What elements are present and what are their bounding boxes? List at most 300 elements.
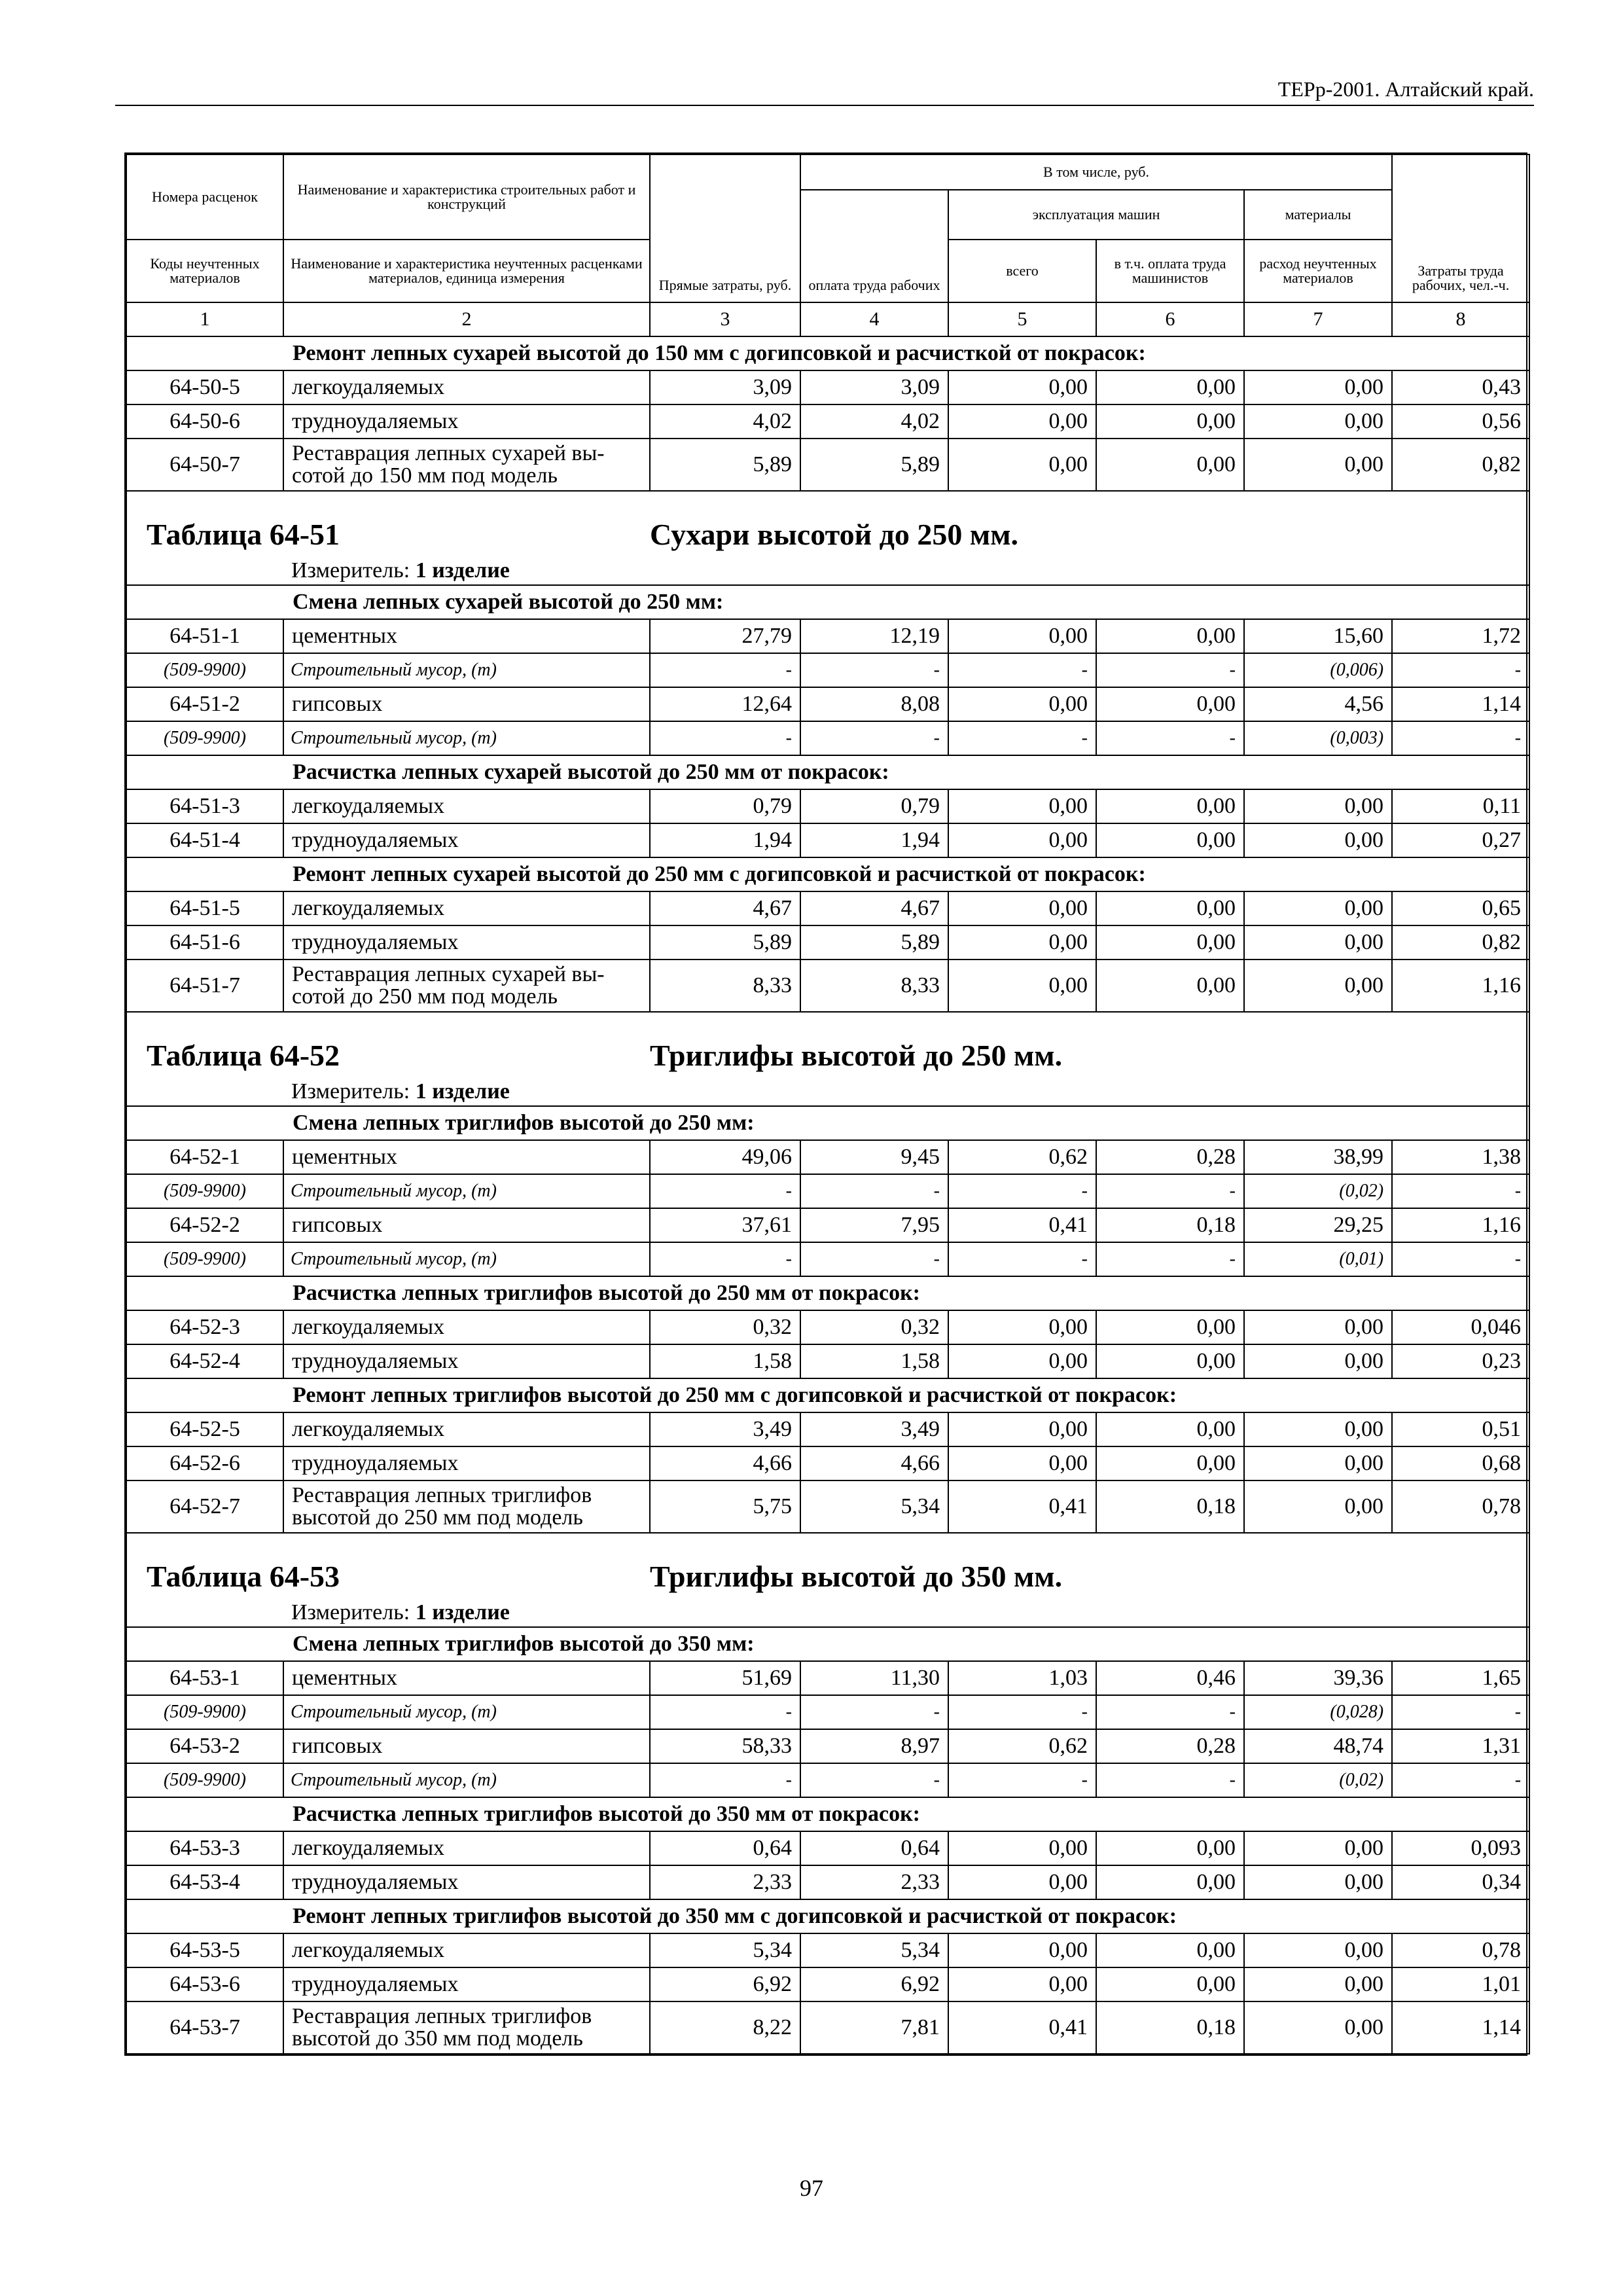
machines-total: 0,41 xyxy=(948,1208,1096,1242)
table-row xyxy=(126,619,1529,653)
material-row xyxy=(126,1242,1529,1276)
rate-code: 64-51-1 xyxy=(126,619,283,653)
machinist-pay: - xyxy=(1096,653,1244,687)
machines-total: 0,00 xyxy=(948,619,1096,653)
material-row xyxy=(126,1174,1529,1208)
direct-cost: - xyxy=(650,1242,800,1276)
rate-name: трудноудаляемых xyxy=(283,823,650,857)
labor-pay: 8,08 xyxy=(800,687,948,721)
labor-pay: - xyxy=(800,721,948,755)
table-row xyxy=(126,1208,1529,1242)
table-title-row xyxy=(126,1012,1529,1072)
rate-name: легкоудаляемых xyxy=(283,370,650,404)
machines-total: - xyxy=(948,1695,1096,1729)
labor-pay: 11,30 xyxy=(800,1661,948,1695)
direct-cost: - xyxy=(650,653,800,687)
material-code: (509-9900) xyxy=(126,1174,283,1208)
materials-cost: (0,02) xyxy=(1244,1174,1392,1208)
table-row xyxy=(126,404,1529,439)
section-title: Ремонт лепных триглифов высотой до 350 мм с догипсовкой и расчисткой от покрасок: xyxy=(283,1899,1529,1933)
rate-name: Реставрация лепных сухарей вы-сотой до 250 мм под модель xyxy=(283,960,650,1012)
labor-hours: 0,82 xyxy=(1392,925,1529,960)
direct-cost: 37,61 xyxy=(650,1208,800,1242)
machines-total: 0,00 xyxy=(948,823,1096,857)
header-machines-total: всего xyxy=(948,240,1096,302)
materials-cost: (0,028) xyxy=(1244,1695,1392,1729)
material-row xyxy=(126,653,1529,687)
materials-cost: 48,74 xyxy=(1244,1729,1392,1763)
rate-name: трудноудаляемых xyxy=(283,1865,650,1899)
table-title-row xyxy=(126,491,1529,551)
rate-name: легкоудаляемых xyxy=(283,1933,650,1967)
labor-pay: 12,19 xyxy=(800,619,948,653)
machinist-pay: 0,00 xyxy=(1096,687,1244,721)
header-direct-costs: Прямые затраты, руб. xyxy=(650,154,800,302)
labor-hours: 0,68 xyxy=(1392,1446,1529,1480)
material-row xyxy=(126,1695,1529,1729)
rate-code: 64-53-5 xyxy=(126,1933,283,1967)
labor-hours: 0,51 xyxy=(1392,1412,1529,1446)
materials-cost: (0,006) xyxy=(1244,653,1392,687)
materials-cost: 0,00 xyxy=(1244,370,1392,404)
direct-cost: 5,89 xyxy=(650,439,800,491)
machines-total: 0,00 xyxy=(948,960,1096,1012)
table-row xyxy=(126,1412,1529,1446)
table-row xyxy=(126,1933,1529,1967)
table-row xyxy=(126,960,1529,1012)
labor-pay: - xyxy=(800,1763,948,1797)
labor-pay: 3,09 xyxy=(800,370,948,404)
machinist-pay: 0,00 xyxy=(1096,619,1244,653)
rate-code: 64-53-2 xyxy=(126,1729,283,1763)
rates-table xyxy=(124,152,1527,2056)
direct-cost: 4,66 xyxy=(650,1446,800,1480)
materials-cost: 38,99 xyxy=(1244,1140,1392,1174)
labor-hours: 1,72 xyxy=(1392,619,1529,653)
machinist-pay: 0,00 xyxy=(1096,1831,1244,1865)
section-title: Расчистка лепных триглифов высотой до 350 мм от покрасок: xyxy=(283,1797,1529,1831)
labor-hours: 0,046 xyxy=(1392,1310,1529,1344)
table-row xyxy=(126,439,1529,491)
header-material-codes: Коды неучтенных материалов xyxy=(126,240,283,302)
labor-pay: - xyxy=(800,653,948,687)
rate-code: 64-50-6 xyxy=(126,404,283,439)
machinist-pay: 0,00 xyxy=(1096,439,1244,491)
direct-cost: 0,64 xyxy=(650,1831,800,1865)
machines-total: 1,03 xyxy=(948,1661,1096,1695)
material-name: Строительный мусор, (т) xyxy=(283,653,650,687)
materials-cost: 15,60 xyxy=(1244,619,1392,653)
rate-name: цементных xyxy=(283,619,650,653)
labor-hours: - xyxy=(1392,1174,1529,1208)
material-row xyxy=(126,721,1529,755)
labor-hours: 0,27 xyxy=(1392,823,1529,857)
machinist-pay: 0,00 xyxy=(1096,1865,1244,1899)
labor-hours: 1,38 xyxy=(1392,1140,1529,1174)
section-row xyxy=(126,1106,1529,1140)
materials-cost: 0,00 xyxy=(1244,1831,1392,1865)
materials-cost: 29,25 xyxy=(1244,1208,1392,1242)
table-row xyxy=(126,891,1529,925)
machinist-pay: - xyxy=(1096,1763,1244,1797)
rate-name: цементных xyxy=(283,1661,650,1695)
rate-name: легкоудаляемых xyxy=(283,789,650,823)
table-row xyxy=(126,1480,1529,1533)
material-code: (509-9900) xyxy=(126,653,283,687)
labor-hours: 0,23 xyxy=(1392,1344,1529,1378)
materials-cost: 0,00 xyxy=(1244,1865,1392,1899)
direct-cost: 5,34 xyxy=(650,1933,800,1967)
materials-cost: 0,00 xyxy=(1244,404,1392,439)
materials-cost: 39,36 xyxy=(1244,1661,1392,1695)
labor-pay: - xyxy=(800,1242,948,1276)
materials-cost: 4,56 xyxy=(1244,687,1392,721)
section-row xyxy=(126,585,1529,619)
machinist-pay: 0,00 xyxy=(1096,925,1244,960)
machines-total: - xyxy=(948,653,1096,687)
material-name: Строительный мусор, (т) xyxy=(283,1174,650,1208)
direct-cost: - xyxy=(650,1763,800,1797)
measure-label: Измеритель: xyxy=(291,558,410,583)
measure-value: 1 изделие xyxy=(415,1079,510,1103)
section-title: Расчистка лепных сухарей высотой до 250 мм от покрасок: xyxy=(283,755,1529,789)
direct-cost: 3,49 xyxy=(650,1412,800,1446)
machinist-pay: 0,28 xyxy=(1096,1729,1244,1763)
machines-total: 0,00 xyxy=(948,1344,1096,1378)
material-row xyxy=(126,1763,1529,1797)
labor-pay: 4,02 xyxy=(800,404,948,439)
machinist-pay: 0,00 xyxy=(1096,404,1244,439)
table-row xyxy=(126,1344,1529,1378)
measure-row xyxy=(126,1072,1529,1106)
table-row xyxy=(126,687,1529,721)
direct-cost: 0,79 xyxy=(650,789,800,823)
rate-code: 64-52-5 xyxy=(126,1412,283,1446)
labor-hours: 1,14 xyxy=(1392,2001,1529,2054)
rate-code: 64-50-7 xyxy=(126,439,283,491)
direct-cost: 5,89 xyxy=(650,925,800,960)
machines-total: 0,00 xyxy=(948,1933,1096,1967)
materials-cost: 0,00 xyxy=(1244,1344,1392,1378)
labor-hours: - xyxy=(1392,1695,1529,1729)
header-unaccounted-materials: расход неучтенных материалов xyxy=(1244,240,1392,302)
table-row xyxy=(126,823,1529,857)
table-row xyxy=(126,1446,1529,1480)
labor-hours: 1,16 xyxy=(1392,1208,1529,1242)
materials-cost: (0,01) xyxy=(1244,1242,1392,1276)
table-row xyxy=(126,925,1529,960)
material-name: Строительный мусор, (т) xyxy=(283,1242,650,1276)
rate-name: легкоудаляемых xyxy=(283,1310,650,1344)
rate-code: 64-52-6 xyxy=(126,1446,283,1480)
rate-code: 64-50-5 xyxy=(126,370,283,404)
direct-cost: 2,33 xyxy=(650,1865,800,1899)
direct-cost: 1,94 xyxy=(650,823,800,857)
machines-total: 0,00 xyxy=(948,891,1096,925)
machines-total: 0,00 xyxy=(948,1967,1096,2001)
section-title: Ремонт лепных сухарей высотой до 250 мм с догипсовкой и расчисткой от покрасок: xyxy=(283,857,1529,891)
measure-label: Измеритель: xyxy=(291,1079,410,1103)
header-work-name: Наименование и характеристика строительных работ и конструкций xyxy=(283,154,650,240)
machines-total: 0,00 xyxy=(948,1310,1096,1344)
labor-hours: 0,34 xyxy=(1392,1865,1529,1899)
col-index: 7 xyxy=(1244,302,1392,336)
rate-name: трудноудаляемых xyxy=(283,404,650,439)
labor-hours: 0,78 xyxy=(1392,1933,1529,1967)
header-labor-costs: Затраты труда рабочих, чел.-ч. xyxy=(1392,154,1529,302)
rate-code: 64-52-4 xyxy=(126,1344,283,1378)
section-row xyxy=(126,1378,1529,1412)
materials-cost: 0,00 xyxy=(1244,925,1392,960)
table-title: Триглифы высотой до 250 мм. xyxy=(650,1039,1063,1072)
table-row xyxy=(126,2001,1529,2054)
table-row xyxy=(126,1967,1529,2001)
labor-pay: - xyxy=(800,1695,948,1729)
direct-cost: 1,58 xyxy=(650,1344,800,1378)
labor-pay: 9,45 xyxy=(800,1140,948,1174)
labor-hours: 0,82 xyxy=(1392,439,1529,491)
rate-name: гипсовых xyxy=(283,1729,650,1763)
labor-hours: 1,65 xyxy=(1392,1661,1529,1695)
material-name: Строительный мусор, (т) xyxy=(283,1695,650,1729)
rate-name: гипсовых xyxy=(283,687,650,721)
materials-cost: 0,00 xyxy=(1244,1310,1392,1344)
direct-cost: 49,06 xyxy=(650,1140,800,1174)
rate-code: 64-52-1 xyxy=(126,1140,283,1174)
machinist-pay: 0,00 xyxy=(1096,1967,1244,2001)
direct-cost: - xyxy=(650,721,800,755)
labor-pay: 4,66 xyxy=(800,1446,948,1480)
machines-total: 0,00 xyxy=(948,925,1096,960)
header-including: В том числе, руб. xyxy=(800,154,1392,190)
labor-pay: 0,64 xyxy=(800,1831,948,1865)
table-title: Сухари высотой до 250 мм. xyxy=(650,518,1019,551)
measure-value: 1 изделие xyxy=(415,1600,510,1624)
table-number: Таблица 64-53 xyxy=(147,1560,340,1593)
labor-pay: 3,49 xyxy=(800,1412,948,1446)
materials-cost: 0,00 xyxy=(1244,1967,1392,2001)
machines-total: 0,00 xyxy=(948,1446,1096,1480)
machines-total: 0,41 xyxy=(948,1480,1096,1533)
machines-total: 0,00 xyxy=(948,789,1096,823)
labor-hours: 0,11 xyxy=(1392,789,1529,823)
rate-name: легкоудаляемых xyxy=(283,1412,650,1446)
rate-code: 64-51-7 xyxy=(126,960,283,1012)
rate-code: 64-53-3 xyxy=(126,1831,283,1865)
machinist-pay: 0,00 xyxy=(1096,789,1244,823)
header-labor-pay: оплата труда рабочих xyxy=(800,190,948,302)
materials-cost: 0,00 xyxy=(1244,1446,1392,1480)
rate-name: трудноудаляемых xyxy=(283,1446,650,1480)
rate-name: Реставрация лепных сухарей вы-сотой до 150 мм под модель xyxy=(283,439,650,491)
labor-pay: 0,32 xyxy=(800,1310,948,1344)
machinist-pay: 0,18 xyxy=(1096,2001,1244,2054)
materials-cost: 0,00 xyxy=(1244,891,1392,925)
machinist-pay: 0,00 xyxy=(1096,960,1244,1012)
table-row xyxy=(126,1729,1529,1763)
direct-cost: 6,92 xyxy=(650,1967,800,2001)
labor-pay: - xyxy=(800,1174,948,1208)
labor-hours: 1,01 xyxy=(1392,1967,1529,2001)
rate-name: трудноудаляемых xyxy=(283,1344,650,1378)
section-row xyxy=(126,755,1529,789)
machines-total: 0,00 xyxy=(948,1412,1096,1446)
table-title: Триглифы высотой до 350 мм. xyxy=(650,1560,1063,1593)
table-number: Таблица 64-52 xyxy=(147,1039,340,1072)
rate-code: 64-52-2 xyxy=(126,1208,283,1242)
column-index-row xyxy=(126,302,1529,336)
direct-cost: 3,09 xyxy=(650,370,800,404)
section-title: Ремонт лепных сухарей высотой до 150 мм с догипсовкой и расчисткой от покрасок: xyxy=(283,336,1529,370)
machines-total: 0,00 xyxy=(948,439,1096,491)
section-row xyxy=(126,1797,1529,1831)
labor-hours: 0,78 xyxy=(1392,1480,1529,1533)
header-rate-numbers: Номера расценок xyxy=(126,154,283,240)
machinist-pay: - xyxy=(1096,1695,1244,1729)
labor-hours: - xyxy=(1392,1763,1529,1797)
machines-total: - xyxy=(948,1242,1096,1276)
rate-name: трудноудаляемых xyxy=(283,1967,650,2001)
col-index: 3 xyxy=(650,302,800,336)
material-code: (509-9900) xyxy=(126,1242,283,1276)
machines-total: 0,00 xyxy=(948,687,1096,721)
table-row xyxy=(126,1865,1529,1899)
labor-hours: 1,31 xyxy=(1392,1729,1529,1763)
labor-pay: 8,97 xyxy=(800,1729,948,1763)
rate-name: легкоудаляемых xyxy=(283,891,650,925)
col-index: 4 xyxy=(800,302,948,336)
rate-code: 64-51-5 xyxy=(126,891,283,925)
table-row xyxy=(126,1831,1529,1865)
labor-hours: - xyxy=(1392,653,1529,687)
labor-pay: 0,79 xyxy=(800,789,948,823)
direct-cost: 8,22 xyxy=(650,2001,800,2054)
machinist-pay: 0,28 xyxy=(1096,1140,1244,1174)
materials-cost: 0,00 xyxy=(1244,960,1392,1012)
measure-row xyxy=(126,1593,1529,1627)
table-row xyxy=(126,1661,1529,1695)
section-row xyxy=(126,1899,1529,1933)
machines-total: - xyxy=(948,1174,1096,1208)
machinist-pay: 0,18 xyxy=(1096,1208,1244,1242)
rate-code: 64-51-3 xyxy=(126,789,283,823)
materials-cost: 0,00 xyxy=(1244,1933,1392,1967)
rate-name: цементных xyxy=(283,1140,650,1174)
machinist-pay: 0,00 xyxy=(1096,1310,1244,1344)
section-title: Ремонт лепных триглифов высотой до 250 мм с догипсовкой и расчисткой от покрасок: xyxy=(283,1378,1529,1412)
labor-pay: 5,34 xyxy=(800,1933,948,1967)
material-code: (509-9900) xyxy=(126,721,283,755)
col-index: 1 xyxy=(126,302,283,336)
measure-row xyxy=(126,551,1529,585)
labor-hours: 1,16 xyxy=(1392,960,1529,1012)
col-index: 2 xyxy=(283,302,650,336)
table-row xyxy=(126,370,1529,404)
materials-cost: 0,00 xyxy=(1244,1480,1392,1533)
machinist-pay: - xyxy=(1096,1174,1244,1208)
table-row xyxy=(126,789,1529,823)
labor-pay: 6,92 xyxy=(800,1967,948,2001)
rate-code: 64-53-4 xyxy=(126,1865,283,1899)
header-machines: эксплуатация машин xyxy=(948,190,1244,240)
labor-pay: 1,94 xyxy=(800,823,948,857)
materials-cost: 0,00 xyxy=(1244,823,1392,857)
page-number: 97 xyxy=(800,2175,823,2201)
labor-pay: 7,95 xyxy=(800,1208,948,1242)
labor-pay: 5,89 xyxy=(800,925,948,960)
materials-cost: 0,00 xyxy=(1244,2001,1392,2054)
labor-pay: 1,58 xyxy=(800,1344,948,1378)
table-number: Таблица 64-51 xyxy=(147,518,340,551)
material-code: (509-9900) xyxy=(126,1763,283,1797)
rate-code: 64-52-3 xyxy=(126,1310,283,1344)
header-material-names: Наименование и характеристика неучтенных расценками материалов, единица измерения xyxy=(283,240,650,302)
machines-total: 0,00 xyxy=(948,1865,1096,1899)
section-row xyxy=(126,857,1529,891)
machines-total: - xyxy=(948,721,1096,755)
material-name: Строительный мусор, (т) xyxy=(283,721,650,755)
direct-cost: - xyxy=(650,1174,800,1208)
section-row xyxy=(126,1627,1529,1661)
col-index: 8 xyxy=(1392,302,1529,336)
direct-cost: 4,67 xyxy=(650,891,800,925)
direct-cost: 4,02 xyxy=(650,404,800,439)
rate-code: 64-53-6 xyxy=(126,1967,283,2001)
machines-total: 0,00 xyxy=(948,370,1096,404)
direct-cost: 12,64 xyxy=(650,687,800,721)
table-title-row xyxy=(126,1533,1529,1593)
rate-name: трудноудаляемых xyxy=(283,925,650,960)
direct-cost: 51,69 xyxy=(650,1661,800,1695)
col-index: 6 xyxy=(1096,302,1244,336)
machinist-pay: 0,00 xyxy=(1096,823,1244,857)
materials-cost: (0,02) xyxy=(1244,1763,1392,1797)
rate-code: 64-51-2 xyxy=(126,687,283,721)
material-name: Строительный мусор, (т) xyxy=(283,1763,650,1797)
materials-cost: 0,00 xyxy=(1244,1412,1392,1446)
rate-name: легкоудаляемых xyxy=(283,1831,650,1865)
machines-total: 0,41 xyxy=(948,2001,1096,2054)
labor-pay: 2,33 xyxy=(800,1865,948,1899)
section-title: Расчистка лепных триглифов высотой до 250 мм от покрасок: xyxy=(283,1276,1529,1310)
section-row xyxy=(126,336,1529,370)
labor-hours: 0,093 xyxy=(1392,1831,1529,1865)
machines-total: 0,62 xyxy=(948,1140,1096,1174)
rate-code: 64-53-7 xyxy=(126,2001,283,2054)
labor-hours: - xyxy=(1392,721,1529,755)
machinist-pay: 0,00 xyxy=(1096,370,1244,404)
direct-cost: 58,33 xyxy=(650,1729,800,1763)
rate-code: 64-51-6 xyxy=(126,925,283,960)
running-header: ТЕРр-2001. Алтайский край. xyxy=(115,76,1534,106)
machinist-pay: 0,00 xyxy=(1096,891,1244,925)
labor-hours: 0,43 xyxy=(1392,370,1529,404)
section-title: Смена лепных триглифов высотой до 350 мм: xyxy=(283,1627,1529,1661)
labor-pay: 5,34 xyxy=(800,1480,948,1533)
labor-pay: 5,89 xyxy=(800,439,948,491)
labor-hours: - xyxy=(1392,1242,1529,1276)
table-row xyxy=(126,1310,1529,1344)
materials-cost: 0,00 xyxy=(1244,439,1392,491)
machines-total: - xyxy=(948,1763,1096,1797)
machinist-pay: - xyxy=(1096,721,1244,755)
direct-cost: 0,32 xyxy=(650,1310,800,1344)
rate-code: 64-51-4 xyxy=(126,823,283,857)
machines-total: 0,00 xyxy=(948,404,1096,439)
machinist-pay: 0,00 xyxy=(1096,1344,1244,1378)
rate-name: Реставрация лепных триглифов высотой до 250 мм под модель xyxy=(283,1480,650,1533)
machinist-pay: 0,00 xyxy=(1096,1933,1244,1967)
